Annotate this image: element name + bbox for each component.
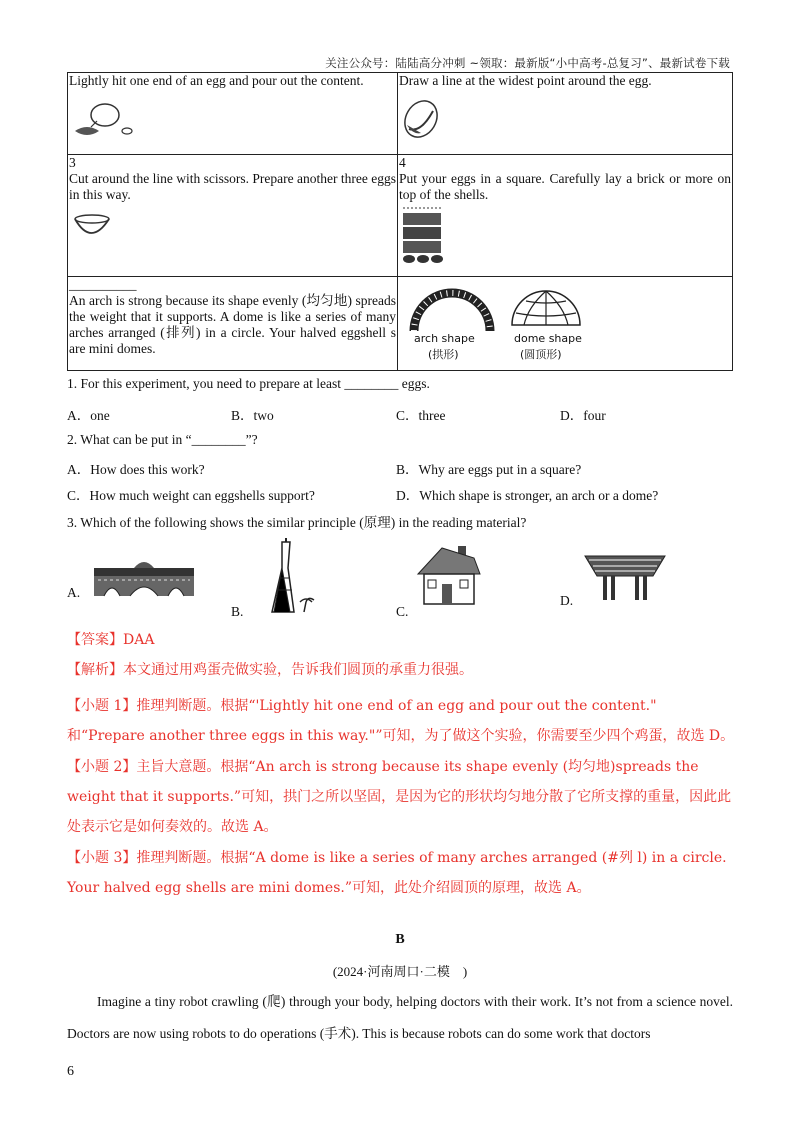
step-4-number: 4 [399, 155, 406, 170]
explanation-text: An arch is strong because its shape evenly (均匀地) spreads the weight that it supports. A dome is like a series of many arches arranged (排列) in a circle. Your halved eggshell s are mini domes. [69, 293, 396, 356]
egg-line-illustration [399, 95, 449, 141]
question-3: 3. Which of the following shows the similar principle (原理) in the reading material? [67, 515, 527, 530]
pavilion-icon [583, 550, 667, 602]
q3-option-b: B. [231, 604, 244, 619]
step-1-text: Lightly hit one end of an egg and pour out the content. [69, 73, 364, 88]
bridge-icon [90, 556, 198, 600]
arch-shape-illustration [408, 285, 498, 335]
q3-option-d: D. [560, 593, 574, 608]
bricks-on-eggs-illustration [399, 205, 449, 265]
question-1: 1. For this experiment, you need to prepare at least ________ eggs. [67, 376, 430, 391]
step-3-text: Cut around the line with scissors. Prepare another three eggs in this way. [69, 171, 396, 202]
step-2-text: Draw a line at the widest point around the egg. [399, 73, 652, 88]
tower-icon [260, 538, 320, 616]
half-eggshell-illustration [69, 211, 119, 247]
arch-label: arch shape [414, 332, 475, 345]
q2-option-c: C．How much weight can eggshells support? [67, 488, 315, 503]
q3-option-c: C. [396, 604, 409, 619]
house-icon [414, 540, 484, 608]
q1-explanation: 【小题 1】推理判断题。根据“'Lightly hit one end of an egg and pour out the content." 和“Prepare another three eggs in this way."”可知，为了做这个实验，你需要至少四个鸡蛋，故选 D。 [67, 698, 735, 744]
section-b-paragraph: Imagine a tiny robot crawling (爬) through your body, helping doctors with their work. It’s not from a science novel. Doctors are now using robots to do operations (手术). This is because robots can do some work that doctors [67, 994, 733, 1041]
step-2-cell [398, 73, 733, 155]
experiment-table [67, 72, 733, 371]
page-number: 6 [67, 1064, 74, 1079]
q1-option-b: B．two [231, 408, 274, 423]
blank-line: __________ [69, 277, 137, 292]
dome-label: dome shape [514, 332, 582, 345]
step-4-cell [398, 155, 733, 277]
q2-option-b: B．Why are eggs put in a square? [396, 462, 582, 477]
q2-option-d: D．Which shape is stronger, an arch or a dome? [396, 488, 659, 503]
dome-shape-illustration [506, 283, 586, 333]
step-4-text: Put your eggs in a square. Carefully lay a brick or more on top of the shells. [399, 171, 731, 202]
question-2: 2. What can be put in “________”? [67, 432, 258, 447]
page-header: 关注公众号：陆陆高分冲刺 ~领取：最新版“小中高考-总复习”、最新试卷下载 [325, 56, 730, 70]
q3-explanation: 【小题 3】推理判断题。根据“A dome is like a series of many arches arranged (#列 l) in a circle. Your halved egg shells are mini domes.”可知，此处介绍圆顶的原理，故选 A。 [67, 850, 727, 896]
dome-label-cn: (圆顶形) [520, 348, 562, 361]
analysis-line: 【解析】本文通过用鸡蛋壳做实验，告诉我们圆顶的承重力很强。 [67, 662, 473, 678]
step-1-cell [68, 73, 398, 155]
step-3-cell [68, 155, 398, 277]
q3-option-a: A. [67, 585, 81, 600]
q1-option-a: A．one [67, 408, 110, 423]
answer-line: 【答案】DAA [67, 632, 155, 648]
explanation-cell [68, 277, 398, 371]
q2-option-a: A．How does this work? [67, 462, 205, 477]
section-b-title: B [395, 932, 405, 947]
egg-pour-illustration [69, 95, 139, 141]
q2-explanation: 【小题 2】主旨大意题。根据“An arch is strong because its shape evenly (均匀地)spreads the weight that it supports.”可知，拱门之所以坚固，是因为它的形状均匀地分散了它所支撑的重量，因此此处表示它是如何奏效的。故选 A。 [67, 759, 732, 835]
step-3-number: 3 [69, 155, 76, 170]
q1-option-d: D．four [560, 408, 606, 423]
q1-option-c: C．three [396, 408, 446, 423]
shapes-cell [398, 277, 733, 371]
section-b-source: (2024·河南周口·二模 ) [332, 964, 468, 979]
arch-label-cn: (拱形) [428, 348, 459, 361]
